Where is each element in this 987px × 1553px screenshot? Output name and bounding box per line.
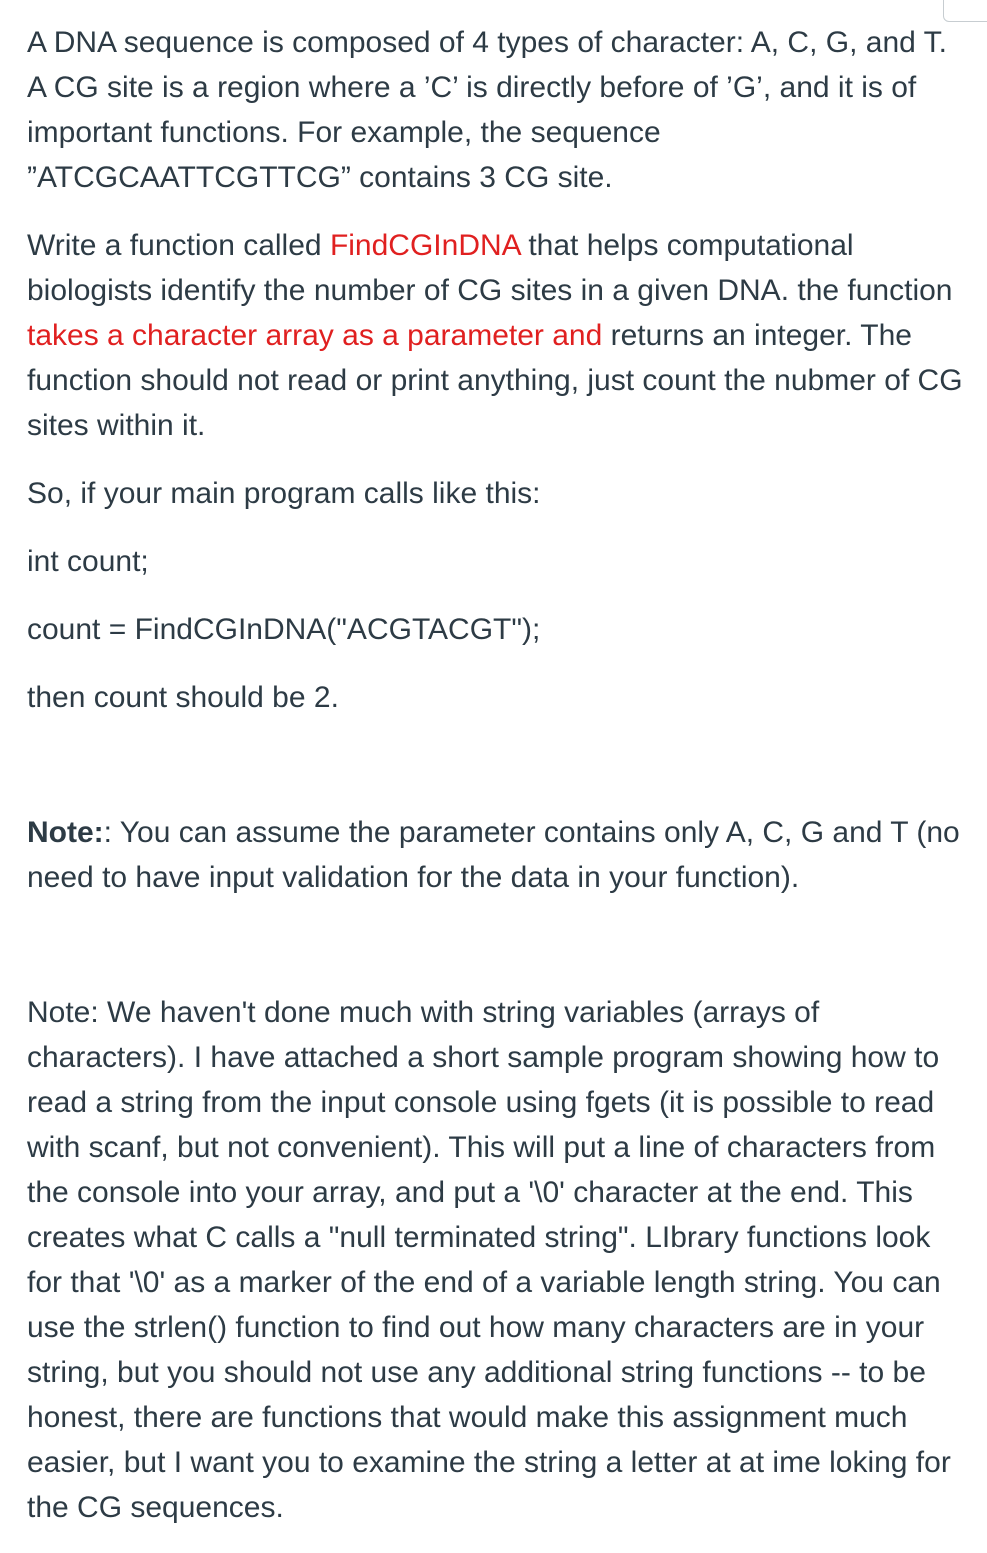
top-right-control[interactable]	[943, 0, 987, 22]
spacer	[27, 743, 967, 810]
note-input-text: : You can assume the parameter contains only A, C, G and T (no need to have input validation for the data in your function).	[27, 816, 960, 894]
result-line: then count should be 2.	[27, 681, 339, 714]
task-text-1: Write a function called	[27, 229, 330, 262]
task-paragraph	[27, 223, 967, 448]
parameter-highlight: takes a character array as a parameter and	[27, 319, 603, 352]
note-label: Note:	[27, 816, 104, 849]
intro-paragraph: A DNA sequence is composed of 4 types of character: A, C, G, and T. A CG site is a region where a ’C’ is directly before of ’G’, and it is of important functions. For example, the sequence ”ATCGCAATTCGTTCG” contains 3 CG site.	[27, 26, 947, 194]
note-strings-paragraph: Note: We haven't done much with string variables (arrays of characters). I have attached a short sample program showing how to read a string from the input console using fgets (it is possible to read with scanf, but not convenient). This will put a line of characters from the console into your array, and put a '\0' character at the end. This creates what C calls a "null terminated string". LIbrary functions look for that '\0' as a marker of the end of a variable length string. You can use the strlen() function to find out how many characters are in your string, but you should not use any additional string functions -- to be honest, there are functions that would make this assignment much easier, but I want you to examine the string a letter at at ime loking for the CG sequences.	[27, 996, 951, 1524]
code-line-call: count = FindCGInDNA("ACGTACGT");	[27, 613, 541, 646]
task-text-3: returns an integer. The function should not read or print anything, just count the nubmer of CG sites within it.	[27, 319, 963, 442]
code-line-declaration: int count;	[27, 545, 149, 578]
note-input-paragraph	[27, 810, 967, 900]
spacer	[27, 923, 967, 990]
example-intro: So, if your main program calls like this:	[27, 477, 541, 510]
function-name-highlight: FindCGInDNA	[329, 229, 521, 262]
assignment-content	[27, 20, 967, 1553]
task-text-2: that helps computational biologists identify the number of CG sites in a given DNA. the function	[27, 229, 953, 307]
